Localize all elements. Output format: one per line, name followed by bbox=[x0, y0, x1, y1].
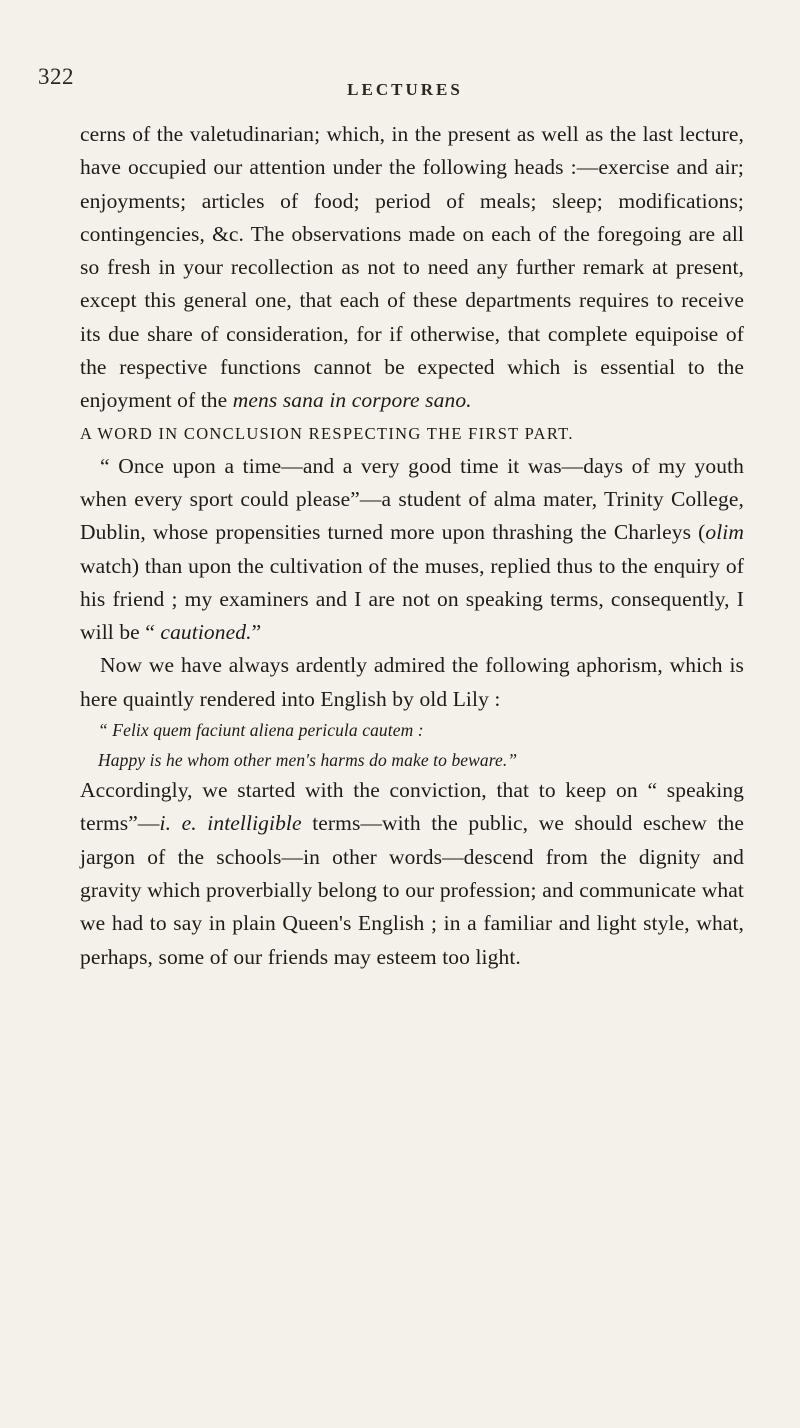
paragraph-1 bbox=[80, 118, 744, 418]
latin-phrase: mens sana in corpore sano. bbox=[232, 388, 472, 413]
paragraph-4-text-b: terms—with the public, we should eschew the jargon of the schools—in other words—descend from the dignity and gravity which proverbially belong to our profession; and communicate what we had to say in plain Queen's English ; in a familiar and light style, what, perhaps, some of our friends may esteem too light. bbox=[80, 811, 745, 969]
paragraph-2-text-a: “ Once upon a time—and a very good time it was—days of my youth when every sport could please”—a student of alma mater, Trinity College, Dublin, whose propensities turned more upon thrashing the Charleys ( bbox=[80, 453, 744, 545]
paragraph-4 bbox=[80, 774, 744, 974]
paragraph-2 bbox=[80, 450, 744, 650]
paragraph-2-text-b: watch) than upon the cultivation of the muses, replied thus to the enquiry of his friend ; my examiners and I are not on speaking terms, consequently, I will be “ bbox=[80, 553, 744, 645]
quote-line-latin: “ Felix quem faciunt aliena pericula cautem : bbox=[98, 720, 424, 741]
paragraph-1-text: cerns of the valetudinarian; which, in the present as well as the last lecture, have occupied our attention under the following heads :—exercise and air; enjoyments; articles of food; period of meals; sleep; modifications; contingencies, &c. The observations made on each of the foregoing are all so fresh in your recollection as not to need any further remark at present, except this general one, that each of these departments requires to receive its due share of consideration, for if otherwise, that complete equipoise of the respective functions cannot be expected which is essential to the enjoyment of the bbox=[80, 122, 744, 413]
paragraph-2-italic-cautioned: cautioned. bbox=[160, 620, 252, 645]
paragraph-4-text-a: Accordingly, we started with the conviction, that to keep on “ speaking terms”— bbox=[80, 778, 744, 836]
body-text bbox=[80, 118, 744, 974]
section-heading: A WORD IN CONCLUSION RESPECTING THE FIRST PART. bbox=[80, 423, 574, 443]
paragraph-2-text-c: ” bbox=[251, 620, 262, 645]
quote-line-english: Happy is he whom other men's harms do make to beware.” bbox=[98, 750, 518, 771]
page-number: 322 bbox=[38, 64, 74, 89]
paragraph-4-italic: i. e. intelligible bbox=[159, 811, 302, 836]
aphorism-quote bbox=[98, 716, 744, 774]
paragraph-3: Now we have always ardently admired the following aphorism, which is here quaintly rendered into English by old Lily : bbox=[80, 653, 744, 711]
paragraph-2-italic-olim: olim bbox=[705, 520, 744, 545]
running-head: LECTURES bbox=[347, 80, 463, 99]
